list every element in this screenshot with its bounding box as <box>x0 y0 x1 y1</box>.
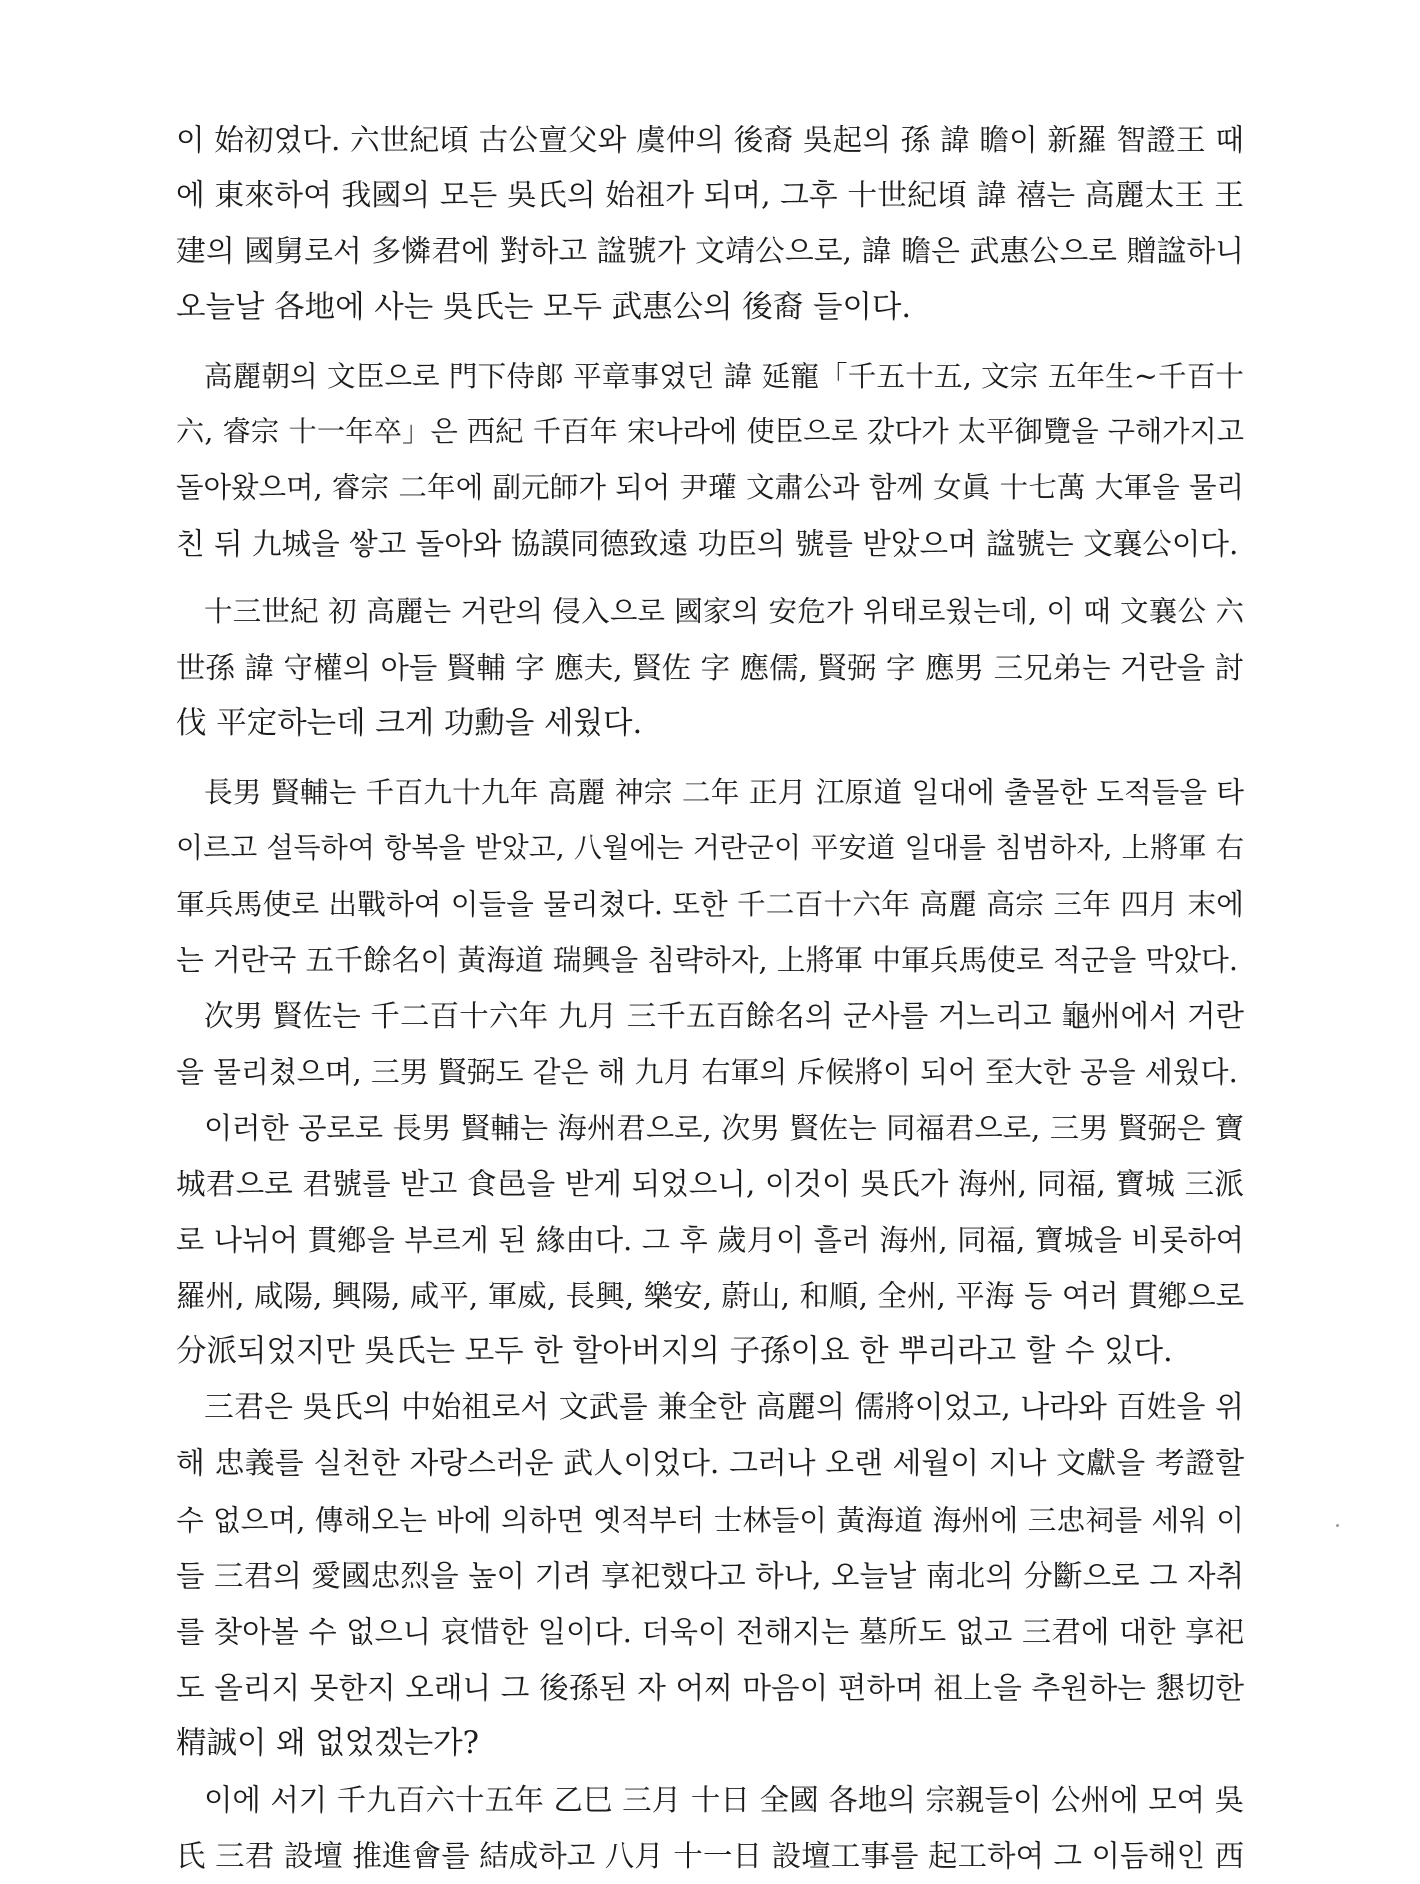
text-line: 氏 三君 設壇 推進會를 結成하고 八月 十一日 設壇工事를 起工하여 그 이듬해인 西 <box>176 1839 1244 1873</box>
text-line: 長男 賢輔는 千百九十九年 高麗 神宗 二年 正月 江原道 일대에 출몰한 도적들을 타 <box>204 775 1244 809</box>
text-line: 로 나뉘어 貫鄕을 부르게 된 緣由다. 그 후 歲月이 흘러 海州, 同福, 寶城을 비롯하여 <box>176 1223 1244 1257</box>
text-line: 도 올리지 못한지 오래니 그 後孫된 자 어찌 마음이 편하며 祖上을 추원하는 懇切한 <box>176 1671 1244 1705</box>
text-line: 친 뒤 九城을 쌓고 돌아와 協謨同德致遠 功臣의 號를 받았으며 諡號는 文襄公이다. <box>176 527 1239 561</box>
text-line: 分派되었지만 吳氏는 모두 한 할아버지의 子孫이요 한 뿌리라고 할 수 있다. <box>176 1334 1173 1369</box>
text-line: 에 東來하여 我國의 모든 吳氏의 始祖가 되며, 그후 十世紀頃 諱 禧는 高麗太王 王 <box>176 178 1244 213</box>
text-line: 六, 睿宗 十一年卒」은 西紀 千百年 宋나라에 使臣으로 갔다가 太平御覽을 구해가지고 <box>176 415 1244 448</box>
text-line: 들 三君의 愛國忠烈을 높이 기려 享祀했다고 하나, 오늘날 南北의 分斷으로 그 자취 <box>176 1559 1244 1593</box>
text-line: 三君은 吳氏의 中始祖로서 文武를 兼全한 高麗의 儒將이었고, 나라와 百姓을 위 <box>204 1390 1244 1425</box>
text-line: 軍兵馬使로 出戰하여 이들을 물리쳤다. 또한 千二百十六年 高麗 高宗 三年 四月 末에 <box>176 887 1244 921</box>
body-text <box>176 112 1244 1884</box>
paragraph-4 <box>176 764 1244 988</box>
text-line: 이에 서기 千九百六十五年 乙巳 三月 十日 全國 各地의 宗親들이 公州에 모여 吳 <box>204 1783 1244 1817</box>
scan-speck <box>1336 1524 1339 1527</box>
text-line: 이 始初였다. 六世紀頃 古公亶父와 虞仲의 後裔 吳起의 孫 諱 瞻이 新羅 智證王 때 <box>176 122 1244 157</box>
text-line: 는 거란국 五千餘名이 黃海道 瑞興을 침략하자, 上將軍 中軍兵馬使로 적군을 막았다. <box>176 943 1238 977</box>
paragraph-5 <box>176 988 1244 1100</box>
paragraph-6 <box>176 1100 1244 1380</box>
paragraph-8 <box>176 1772 1244 1884</box>
text-line: 建의 國舅로서 多憐君에 對하고 諡號가 文靖公으로, 諱 瞻은 武惠公으로 贈諡하니 <box>176 234 1244 269</box>
text-line: 이르고 설득하여 항복을 받았고, 八월에는 거란군이 平安道 일대를 침범하자, 上將軍 右 <box>176 831 1244 864</box>
text-line: 羅州, 咸陽, 興陽, 咸平, 軍威, 長興, 樂安, 蔚山, 和順, 全州, 平海 등 여러 貫鄕으로 <box>176 1279 1244 1313</box>
text-line: 次男 賢佐는 千二百十六年 九月 三千五百餘名의 군사를 거느리고 龜州에서 거란 <box>204 999 1244 1033</box>
text-line: 해 忠義를 실천한 자랑스러운 武人이었다. 그러나 오랜 세월이 지나 文獻을 考證할 <box>176 1446 1244 1481</box>
text-line: 를 찾아볼 수 없으니 哀惜한 일이다. 더욱이 전해지는 墓所도 없고 三君에 대한 享祀 <box>176 1615 1244 1649</box>
text-line: 伐 平定하는데 크게 功勳을 세웠다. <box>176 706 643 741</box>
paragraph-2 <box>176 348 1244 572</box>
text-line: 十三世紀 初 高麗는 거란의 侵入으로 國家의 安危가 위태로웠는데, 이 때 文襄公 六 <box>204 595 1244 628</box>
text-line: 高麗朝의 文臣으로 門下侍郞 平章事였던 諱 延寵「千五十五, 文宗 五年生~千百十 <box>204 359 1244 393</box>
text-line: 이러한 공로로 長男 賢輔는 海州君으로, 次男 賢佐는 同福君으로, 三男 賢弼은 寶 <box>204 1111 1244 1145</box>
text-line: 오늘날 各地에 사는 吳氏는 모두 武惠公의 後裔 들이다. <box>176 290 912 325</box>
text-line: 을 물리쳤으며, 三男 賢弼도 같은 해 九月 右軍의 斥候將이 되어 至大한 공을 세웠다. <box>176 1055 1238 1089</box>
text-line: 精誠이 왜 없었겠는가? <box>176 1726 479 1761</box>
paragraph-gap <box>176 572 1244 584</box>
paragraph-gap <box>176 752 1244 764</box>
text-line: 城君으로 君號를 받고 食邑을 받게 되었으니, 이것이 吳氏가 海州, 同福, 寶城 三派 <box>176 1167 1244 1201</box>
text-line: 世孫 諱 守權의 아들 賢輔 字 應夫, 賢佐 字 應儒, 賢弼 字 應男 三兄弟는 거란을 討 <box>176 651 1244 685</box>
paragraph-7 <box>176 1380 1244 1772</box>
paragraph-gap <box>176 336 1244 348</box>
paragraph-3 <box>176 584 1244 752</box>
text-line: 수 없으며, 傳해오는 바에 의하면 옛적부터 士林들이 黃海道 海州에 三忠祠를 세워 이 <box>176 1503 1244 1537</box>
text-line: 돌아왔으며, 睿宗 二年에 副元師가 되어 尹瓘 文肅公과 함께 女眞 十七萬 大軍을 물리 <box>176 471 1244 504</box>
paragraph-1 <box>176 112 1244 336</box>
